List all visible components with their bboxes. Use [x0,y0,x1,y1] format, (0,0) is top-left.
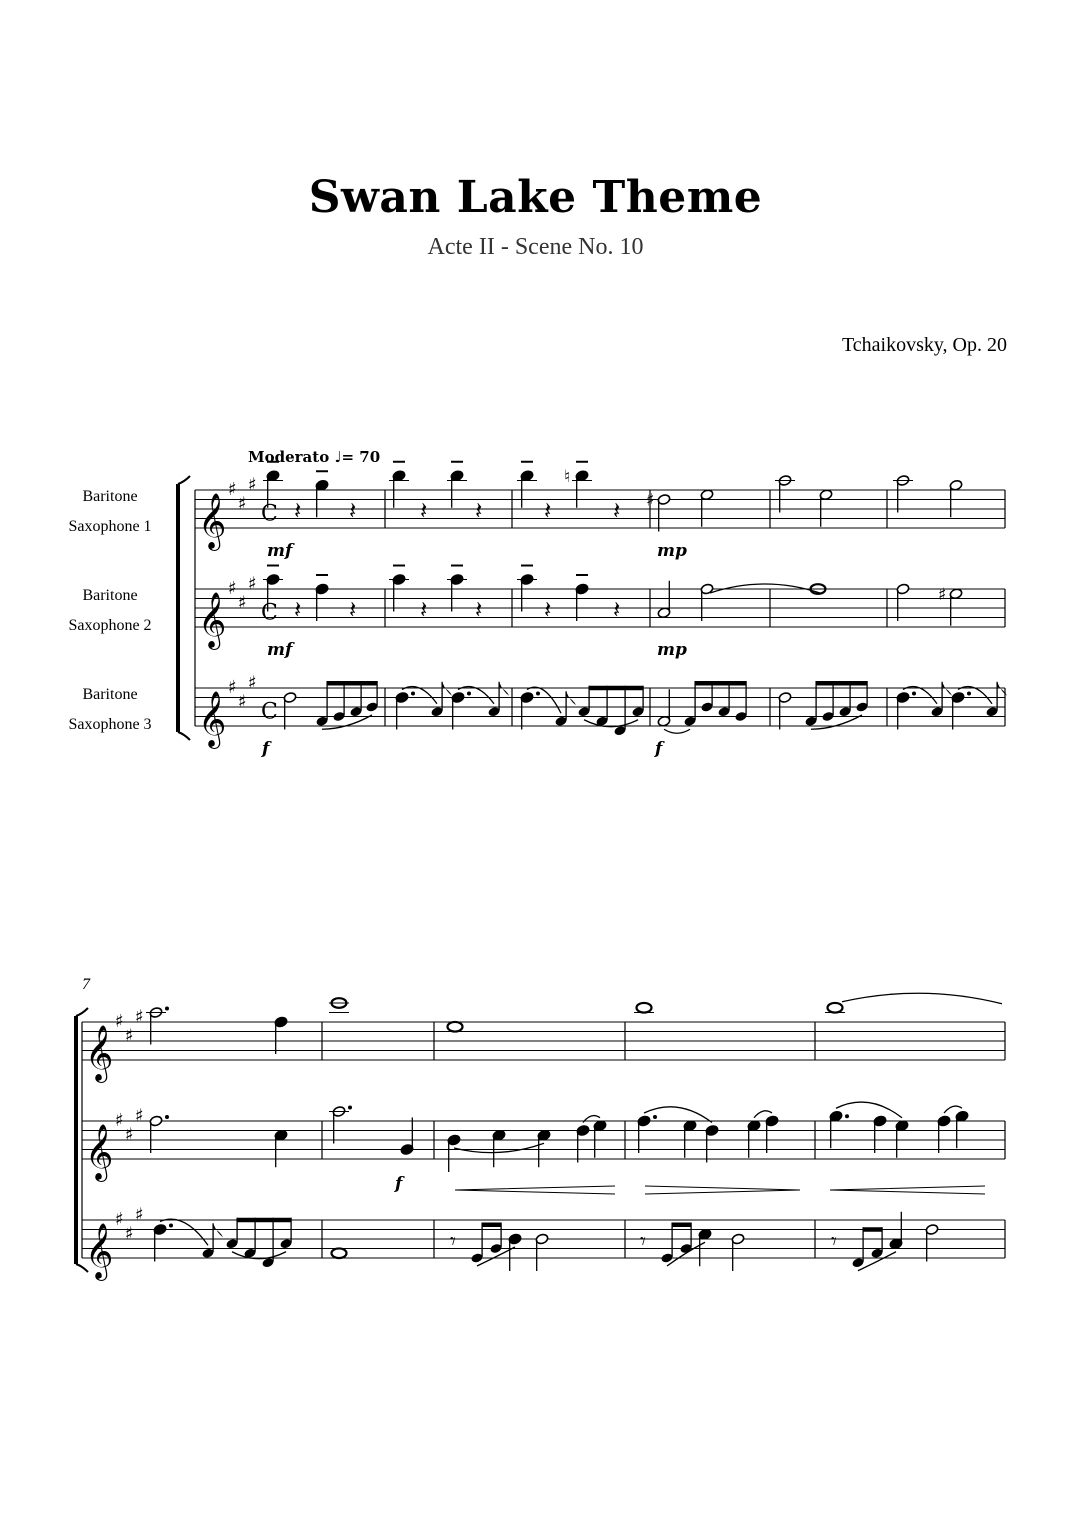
whole-note [448,1022,463,1032]
score-title: Swan Lake Theme [308,172,763,223]
beam [589,686,644,691]
sharp-icon: ♯ [238,493,247,515]
sharp-icon: ♯ [238,691,247,713]
quarter-rest-icon: 𝄽 [475,496,483,525]
quarter-rest-icon: 𝄽 [544,496,552,525]
augmentation-dot [165,1115,169,1119]
instrument-label-line1: Baritone [82,686,138,703]
slur [664,729,690,733]
sharp-icon: ♯ [228,677,237,698]
quarter-rest-icon: 𝄽 [420,496,428,525]
note-flag [442,682,452,696]
quarter-rest-icon: 𝄽 [349,496,357,525]
whole-note [637,1003,652,1013]
measure-number: 7 [82,976,90,993]
sharp-icon: ♯ [135,1006,144,1028]
common-time-icon: C [261,501,278,527]
augmentation-dot [912,692,916,696]
instrument-label-line2: Saxophone 3 [68,716,152,733]
beam [327,681,378,686]
quarter-rest-icon: 𝄽 [544,595,552,624]
sharp-icon: ♯ [135,1105,144,1127]
sharp-icon: ♯ [115,1110,124,1131]
system-bracket [178,732,190,740]
augmentation-dot [967,692,971,696]
treble-clef-icon: 𝄞 [85,1124,114,1180]
dynamic-marking: f [262,739,270,759]
beam [695,681,747,686]
instrument-label-line1: Baritone [82,488,138,505]
quarter-rest-icon: 𝄽 [475,595,483,624]
notation-marks [76,462,1007,1281]
accidental-icon: ♯ [938,584,947,605]
augmentation-dot [536,692,540,696]
beam [672,1223,692,1228]
beam [863,1227,883,1232]
quarter-rest-icon: 𝄽 [294,595,302,624]
note-flag [213,1223,223,1237]
sharp-icon: ♯ [248,573,257,595]
instrument-label-line2: Saxophone 2 [68,617,152,634]
slur [527,687,561,713]
slur [644,1107,712,1123]
augmentation-dot [348,1106,352,1110]
sharp-icon: ♯ [125,1025,134,1047]
dynamic-marking: mp [657,541,687,561]
tempo-bpm: = 70 [341,448,381,466]
diminuendo-hairpin [645,1186,800,1194]
dynamics [261,541,687,1194]
composer: Tchaikovsky, Op. 20 [841,334,1007,356]
crescendo-hairpin [830,1186,985,1194]
accidental-icon: ♮ [564,466,571,487]
beam [816,681,868,686]
whole-note [332,1248,347,1258]
quarter-rest-icon: 𝄽 [420,595,428,624]
sharp-icon: ♯ [125,1223,134,1245]
note-flag [942,682,952,696]
system-bracket [76,1008,88,1016]
beam [237,1218,292,1223]
score-subtitle: Acte II - Scene No. 10 [427,234,644,260]
sharp-icon: ♯ [238,592,247,614]
common-time-icon: C [261,699,278,725]
quarter-note-icon: ♩ [334,448,342,466]
dynamic-marking: f [655,739,663,759]
sharp-icon: ♯ [248,474,257,496]
sharp-icon: ♯ [228,578,237,599]
instrument-label-line1: Baritone [82,587,138,604]
sharp-icon: ♯ [135,1204,144,1226]
quarter-rest-icon: 𝄽 [613,595,621,624]
sharp-icon: ♯ [125,1124,134,1146]
note-flag [499,682,509,696]
whole-note [828,1003,843,1013]
augmentation-dot [169,1224,173,1228]
sharp-icon: ♯ [115,1209,124,1230]
quarter-rest-icon: 𝄽 [294,496,302,525]
sharp-icon: ♯ [115,1011,124,1032]
slur [811,715,862,729]
treble-clef-icon: 𝄞 [198,691,227,747]
quarter-rest-icon: 𝄽 [613,496,621,525]
sharp-icon: ♯ [248,672,257,694]
instrument-label-line2: Saxophone 1 [68,518,152,535]
slur [842,993,1002,1004]
treble-clef-icon: 𝄞 [198,493,227,549]
beam [482,1223,502,1228]
eighth-rest-icon: 𝄾 [640,1229,646,1255]
augmentation-dot [653,1115,657,1119]
augmentation-dot [165,1007,169,1011]
dynamic-marking: mf [267,541,293,561]
augmentation-dot [411,692,415,696]
treble-clef-icon: 𝄞 [198,592,227,648]
slur [754,1111,772,1118]
crescendo-hairpin [455,1186,615,1194]
treble-clef-icon: 𝄞 [85,1025,114,1081]
slur [944,1106,962,1113]
tempo-text: Moderato [248,448,330,466]
note-flag [566,691,576,705]
sharp-icon: ♯ [228,479,237,500]
dynamic-marking: f [395,1174,403,1194]
quarter-rest-icon: 𝄽 [349,595,357,624]
slur [322,715,372,729]
slur [454,1143,544,1152]
augmentation-dot [467,692,471,696]
eighth-rest-icon: 𝄾 [450,1229,456,1255]
system-bracket [178,476,190,484]
dynamic-marking: mf [267,640,293,660]
eighth-rest-icon: 𝄾 [831,1229,837,1255]
slur [160,1219,208,1245]
common-time-icon: C [261,600,278,626]
treble-clef-icon: 𝄞 [85,1223,114,1279]
augmentation-dot [845,1114,849,1118]
accidental-icon: ♯ [646,490,655,511]
dynamic-marking: mp [657,640,687,660]
